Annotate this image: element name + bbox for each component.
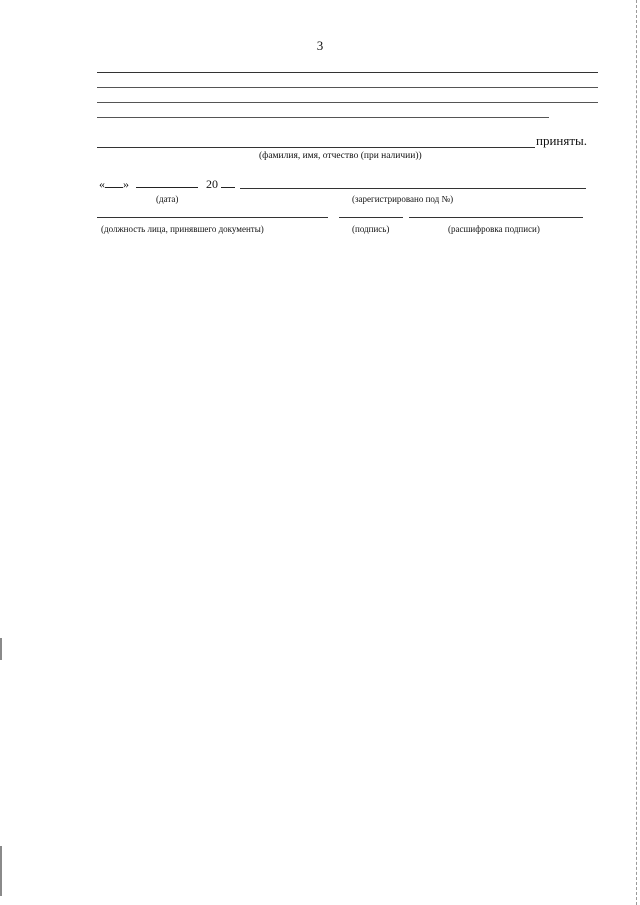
signature-caption: (подпись): [352, 224, 390, 234]
full-name-caption: (фамилия, имя, отчество (при наличии)): [259, 151, 422, 161]
registered-caption: (зарегистрировано под №): [352, 194, 454, 204]
position-field[interactable]: [97, 217, 328, 218]
blank-line-3[interactable]: [97, 102, 598, 103]
month-blank[interactable]: [136, 176, 198, 188]
day-blank[interactable]: [105, 176, 123, 188]
signature-decoding-caption: (расшифровка подписи): [448, 224, 540, 234]
year-prefix: 20: [206, 177, 218, 191]
registration-number-field[interactable]: [240, 188, 586, 189]
scan-mark: [0, 638, 2, 660]
signature-decoding-field[interactable]: [409, 217, 583, 218]
signature-field[interactable]: [339, 217, 403, 218]
date-field[interactable]: [99, 176, 235, 192]
blank-line-1[interactable]: [97, 72, 598, 73]
page-number: 3: [316, 38, 324, 53]
position-caption: (должность лица, принявшего документы): [101, 224, 264, 234]
close-quote: »: [123, 177, 129, 191]
accepted-text: приняты.: [536, 133, 588, 148]
scan-mark: [0, 846, 2, 896]
page-edge: [636, 0, 637, 905]
open-quote: «: [99, 177, 105, 191]
full-name-field[interactable]: [97, 147, 535, 148]
year-blank[interactable]: [221, 176, 235, 188]
date-caption: (дата): [156, 194, 179, 204]
blank-line-4[interactable]: [97, 117, 549, 118]
blank-line-2[interactable]: [97, 87, 598, 88]
